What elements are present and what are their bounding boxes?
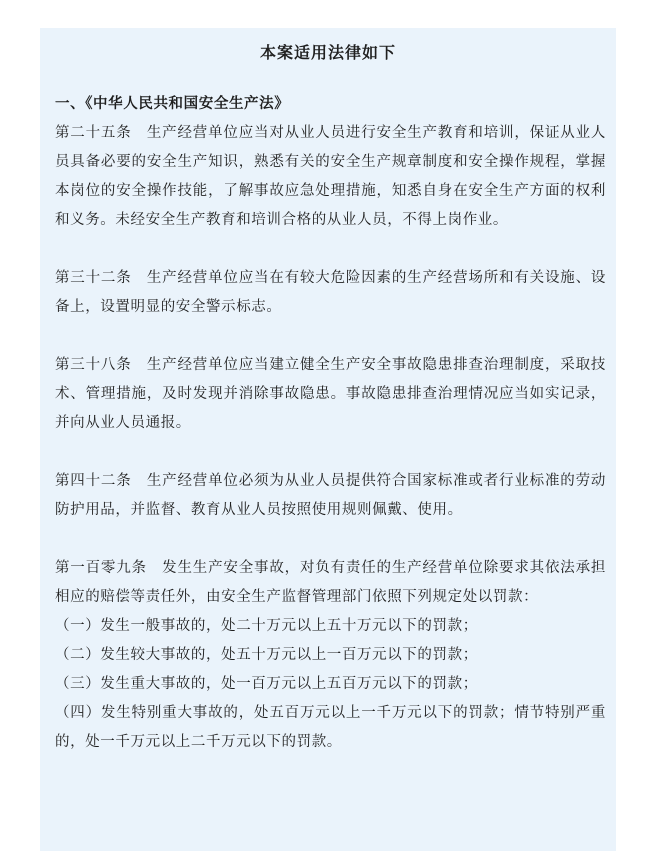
penalty-item-4: （四）发生特别重大事故的，处五百万元以上一千万元以下的罚款；情节特别严重的，处一千万元以上二千万元以下的罚款。 <box>55 705 606 750</box>
article-38: 第三十八条 生产经营单位应当建立健全生产安全事故隐患排查治理制度，采取技术、管理措施，及时发现并消除事故隐患。事故隐患排查治理情况应当如实记录，并向从业人员通报。 <box>55 357 606 431</box>
penalty-item-3: （三）发生重大事故的，处一百万元以上五百万元以下的罚款； <box>55 676 478 692</box>
page-title-text: 本案适用法律如下 <box>259 43 396 62</box>
paragraph-gap <box>55 235 606 264</box>
paragraph-gap <box>55 322 606 351</box>
law-heading: 一、《中华人民共和国安全生产法》 <box>55 96 290 112</box>
document-panel <box>40 28 616 851</box>
article-42: 第四十二条 生产经营单位必须为从业人员提供符合国家标准或者行业标准的劳动防护用品，并监督、教育从业人员按照使用规则佩戴、使用。 <box>55 473 606 518</box>
title-wrap <box>40 42 616 68</box>
article-25: 第二十五条 生产经营单位应当对从业人员进行安全生产教育和培训，保证从业人员具备必要的安全生产知识，熟悉有关的安全生产规章制度和安全操作规程，掌握本岗位的安全操作技能，了解事故应急处理措施，知悉自身在安全生产方面的权利和义务。未经安全生产教育和培训合格的从业人员，不得上岗作业。 <box>55 125 606 228</box>
document-body <box>55 90 606 757</box>
article-32: 第三十二条 生产经营单位应当在有较大危险因素的生产经营场所和有关设施、设备上，设置明显的安全警示标志。 <box>55 270 606 315</box>
penalty-item-2: （二）发生较大事故的，处五十万元以上一百万元以下的罚款； <box>55 647 478 663</box>
paragraph-gap <box>55 525 606 554</box>
article-109: 第一百零九条 发生生产安全事故，对负有责任的生产经营单位除要求其依法承担相应的赔偿等责任外，由安全生产监督管理部门依照下列规定处以罚款： <box>55 560 606 605</box>
page-title <box>250 42 406 68</box>
paragraph-gap <box>55 438 606 467</box>
penalty-item-1: （一）发生一般事故的，处二十万元以上五十万元以下的罚款； <box>55 618 478 634</box>
